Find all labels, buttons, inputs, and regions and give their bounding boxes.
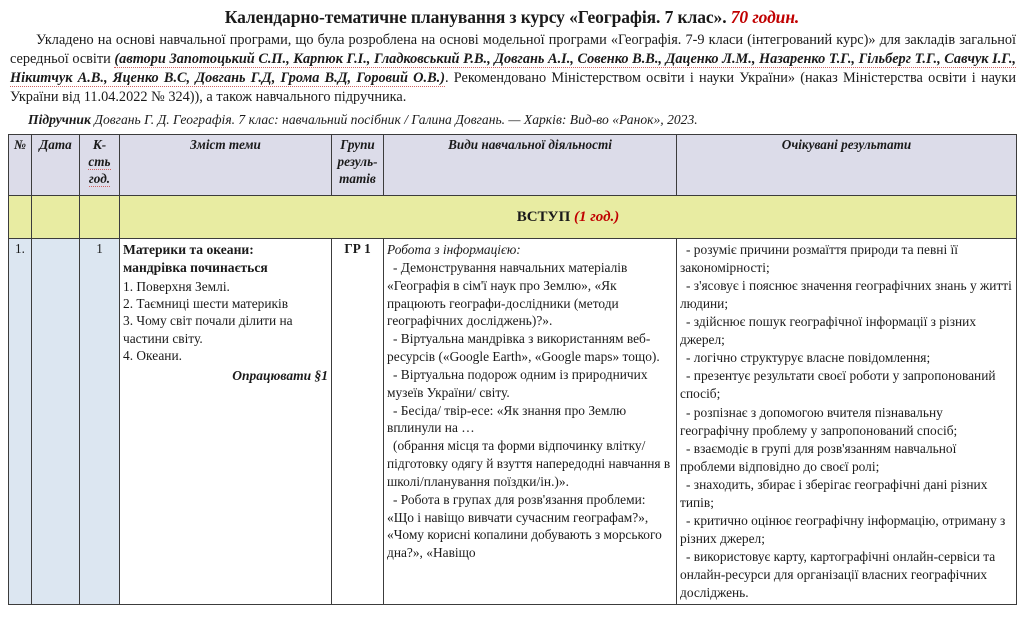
column-header-number: № bbox=[9, 135, 32, 196]
column-header-groups-line3: татів bbox=[339, 171, 376, 187]
list-item: 4. Океани. bbox=[123, 348, 182, 364]
intro-paragraph bbox=[10, 31, 1016, 106]
section-row-number-cell bbox=[9, 196, 32, 239]
page-title-main: Календарно-тематичне планування з курсу «Географія. 7 клас». bbox=[224, 7, 727, 27]
list-item: - логічно структурує власне повідомлення; bbox=[686, 350, 931, 366]
cell-expected-results bbox=[677, 239, 1017, 605]
topic-title bbox=[123, 241, 328, 276]
list-item: - Бесіда/ твір-есе: «Як знання про Землю вплинули на … bbox=[387, 402, 627, 436]
column-header-hours bbox=[80, 135, 120, 196]
list-item: - презентує результати своєї роботи у запропонований спосіб; bbox=[680, 368, 996, 402]
cell-learning-activities bbox=[384, 239, 677, 605]
column-header-activities: Види навчальної діяльності bbox=[384, 135, 677, 196]
section-divider-row bbox=[9, 196, 1017, 239]
section-title-text: ВСТУП bbox=[516, 208, 574, 225]
list-item: - Демонстрування навчальних матеріалів «Географія в сім'ї наук про Землю», «Як працюють географи-дослідники (методи географічних досліджень)?». bbox=[387, 259, 628, 329]
column-header-result-groups bbox=[332, 135, 384, 196]
intro-text-part1: Укладено на основі навчальної програми, що була розроблена на основі модельної програми «Географія. 7-9 класи (інтегрований курс)» для закладів загальної середньої освіти bbox=[10, 32, 1016, 67]
topic-title-line2: мандрівка починається bbox=[123, 259, 268, 275]
cell-row-hours: 1 bbox=[80, 239, 120, 605]
column-header-expected-results: Очікувані результати bbox=[677, 135, 1017, 196]
list-item: 1. Поверхня Землі. bbox=[123, 278, 230, 294]
list-item: - розпізнає з допомогою вчителя пізнавальну географічну проблему у запропонований спосіб; bbox=[680, 404, 958, 438]
section-row-date-cell bbox=[32, 196, 80, 239]
document-page bbox=[0, 7, 1024, 634]
list-item: - здійснює пошук географічної інформації з різних джерел; bbox=[680, 314, 977, 348]
cell-result-group: ГР 1 bbox=[332, 239, 384, 605]
textbook-label: Підручник bbox=[28, 111, 91, 127]
topic-title-line1: Материки та океани: bbox=[123, 242, 254, 258]
intro-authors: (автори Запотоцький С.П., Карпюк Г.І., Гладковський Р.В., Довгань А.І., Совенко В.В., Даценко Л.М., Назаренко Т.Г., Гільберг Т.Г., Савчук І.Г., Нікитчук А.В., Яценко В.С, Довгань Г.Д, Грома В.Д, Горовий О.В.) bbox=[10, 50, 1016, 86]
column-header-hours-line1: К- bbox=[92, 137, 107, 153]
list-item: - використовує карту, картографічні онлайн-сервіси та онлайн-ресурси для організації власних географічних досліджень. bbox=[680, 548, 996, 600]
table-header-row bbox=[9, 135, 1017, 196]
section-row-hours-cell bbox=[80, 196, 120, 239]
textbook-reference: Довгань Г. Д. Географія. 7 клас: навчальний посібник / Галина Довгань. — Харків: Вид-во «Ранок», 2023. bbox=[90, 111, 698, 127]
list-item: - Віртуальна мандрівка з використанням веб-ресурсів («Google Earth», «Google maps» тощо). bbox=[387, 331, 660, 365]
column-header-hours-line2: сть bbox=[88, 154, 111, 170]
cell-topic-content bbox=[120, 239, 332, 605]
page-title-hours: 70 годин. bbox=[730, 7, 800, 27]
list-item: частини світу. bbox=[123, 330, 203, 346]
cell-row-date bbox=[32, 239, 80, 605]
list-item: - Робота в групах для розв'язання проблеми: «Що і навіщо вивчати сучасним географам?», «Чому корисні копалини добувають з морського дна?», «Навіщо bbox=[387, 491, 662, 561]
intro-text-part2: . Рекомендовано Міністерством освіти і науки України» (наказ Міністерства освіти і науки України від 11.04.2022 № 324)), а також навчального підручника. bbox=[10, 69, 1016, 105]
column-header-date: Дата bbox=[32, 135, 80, 196]
column-header-groups-line2: резуль- bbox=[337, 154, 378, 170]
list-item: - знаходить, збирає і зберігає географічні дані різних типів; bbox=[680, 476, 988, 510]
activity-lead-label: Робота з інформацією: bbox=[387, 242, 521, 258]
topic-subitems-list bbox=[123, 278, 328, 365]
list-item: 3. Чому світ почали ділити на bbox=[123, 313, 293, 329]
calendar-thematic-planning-table bbox=[8, 134, 1017, 605]
page-title bbox=[0, 7, 1024, 27]
list-item: - з'ясовує і пояснює значення географічних знань у житті людини; bbox=[680, 278, 1012, 312]
column-header-groups-line1: Групи bbox=[340, 137, 375, 153]
column-header-hours-line3: год. bbox=[88, 171, 111, 187]
topic-homework-task: Опрацювати §1 bbox=[232, 367, 328, 383]
list-item: - розуміє причини розмаїття природи та певні її закономірності; bbox=[680, 242, 958, 276]
list-item: - критично оцінює географічну інформацію, отриману з різних джерел; bbox=[680, 512, 1006, 546]
list-item: 2. Таємниці шести материків bbox=[123, 296, 289, 311]
table-row bbox=[9, 239, 1017, 605]
list-item: - Віртуальна подорож одним із природничих музеїв України/ світу. bbox=[387, 366, 648, 400]
section-title-cell bbox=[120, 196, 1017, 239]
list-item: - взаємодіє в групі для розв'язанням навчальної проблеми відповідно до своєї ролі; bbox=[680, 440, 957, 474]
list-item: (обрання місця та форми відпочинку влітку/підготовку одягу й взуття напередодні навчання в школі/планування поїздки/ін.)». bbox=[387, 438, 671, 489]
activity-items-list bbox=[387, 259, 673, 562]
textbook-paragraph bbox=[28, 111, 1016, 129]
section-title-hours: (1 год.) bbox=[574, 208, 620, 225]
cell-row-number: 1. bbox=[9, 239, 32, 605]
expected-results-list bbox=[680, 241, 1013, 602]
column-header-content: Зміст теми bbox=[120, 135, 332, 196]
